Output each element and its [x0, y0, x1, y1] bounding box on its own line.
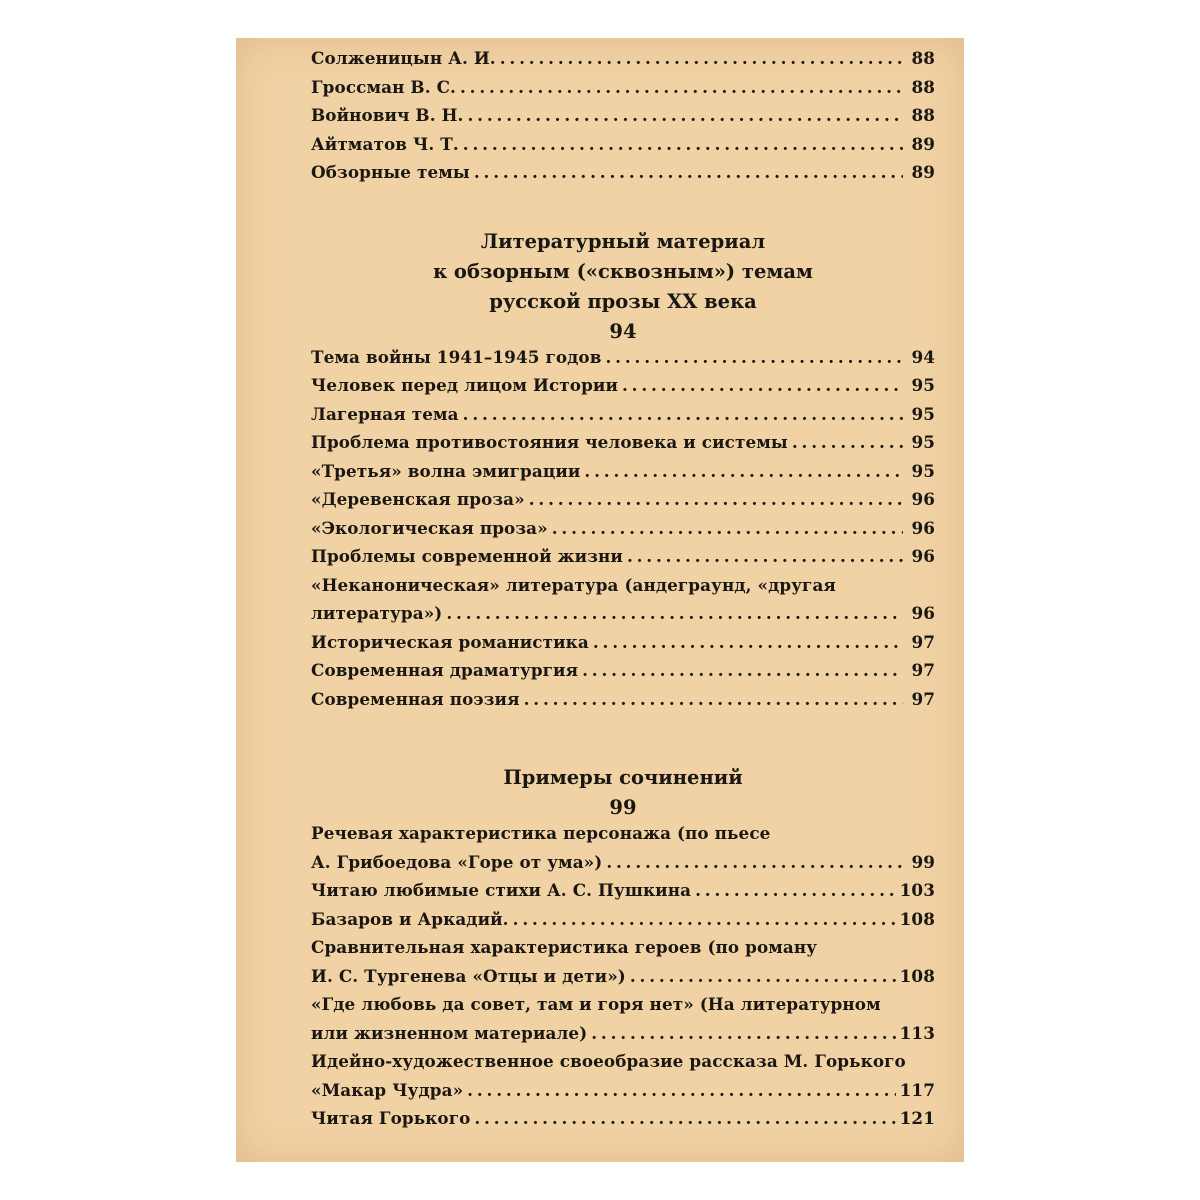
entry-title: Обзорные темы	[311, 162, 470, 182]
entry-title: Айтматов Ч. Т.	[311, 133, 459, 154]
dot-leader	[513, 909, 896, 929]
dot-leader	[584, 461, 903, 481]
entry-page: 88	[911, 48, 935, 68]
toc-entry	[311, 134, 935, 163]
entry-page: 95	[911, 432, 935, 452]
entry-title: «Третья» волна эмиграции	[311, 460, 581, 481]
entry-page: 89	[911, 162, 935, 182]
entry-title: И. С. Тургенева «Отцы и дети»)	[311, 965, 626, 986]
entry-page: 108	[899, 965, 935, 986]
entry-title: «Деревенская проза»	[311, 489, 525, 509]
table-of-contents	[311, 48, 935, 1137]
dot-leader	[627, 546, 903, 566]
entry-title: Солженицын А. И.	[311, 48, 496, 68]
entry-page: 121	[899, 1108, 935, 1128]
dot-leader	[582, 660, 903, 680]
dot-leader	[695, 880, 896, 900]
section-heading-line: Примеры сочинений	[503, 766, 743, 789]
entry-title: литература»)	[311, 603, 443, 623]
entry-page: 97	[911, 631, 935, 652]
dot-leader	[467, 1080, 896, 1100]
toc-entry	[311, 461, 935, 490]
toc-entry	[311, 48, 935, 77]
toc-entry	[311, 966, 935, 995]
dot-leader	[593, 632, 903, 652]
entry-title: «Макар Чудра»	[311, 1079, 464, 1100]
toc-entry-first-line	[311, 823, 935, 852]
entry-title: Тема войны 1941–1945 годов	[311, 346, 602, 367]
toc-entry	[311, 404, 935, 433]
entry-title: Человек перед лицом Истории	[311, 375, 618, 395]
dot-leader	[622, 375, 903, 395]
toc-entry	[311, 1080, 935, 1109]
entry-title-line1: «Неканоническая» литература (андеграунд, «другая	[311, 574, 836, 595]
entry-page: 103	[899, 880, 935, 900]
entry-page: 89	[911, 133, 935, 154]
toc-entry	[311, 489, 935, 518]
entry-title: Современная поэзия	[311, 688, 520, 709]
toc-entry	[311, 347, 935, 376]
entry-title-line1: Речевая характеристика персонажа (по пьесе	[311, 823, 771, 843]
toc-entry	[311, 375, 935, 404]
section-heading-line: Литературный материал	[480, 229, 766, 253]
entry-page: 95	[911, 403, 935, 424]
entry-title: Базаров и Аркадий.	[311, 908, 509, 929]
dot-leader	[552, 518, 903, 538]
entry-title: Проблемы современной жизни	[311, 546, 623, 566]
entry-page: 88	[911, 105, 935, 125]
toc-entry	[311, 1108, 935, 1137]
toc-list-literary	[311, 347, 935, 718]
entry-page: 108	[899, 908, 935, 929]
dot-leader	[591, 1023, 895, 1043]
toc-entry	[311, 1023, 935, 1052]
toc-list-examples	[311, 823, 935, 1137]
entry-page: 96	[911, 517, 935, 538]
entry-page: 95	[911, 460, 935, 481]
entry-page: 96	[911, 546, 935, 566]
entry-title: Современная драматургия	[311, 660, 579, 680]
dot-leader	[474, 162, 903, 182]
dot-leader	[605, 347, 903, 367]
dot-leader	[460, 77, 903, 97]
toc-entry	[311, 546, 935, 575]
toc-entry-first-line	[311, 937, 935, 966]
toc-entry	[311, 689, 935, 718]
toc-entry	[311, 603, 935, 632]
dot-leader	[468, 105, 904, 125]
entry-page: 94	[911, 346, 935, 367]
toc-entry	[311, 909, 935, 938]
entry-page: 99	[911, 851, 935, 872]
entry-page: 113	[899, 1022, 935, 1043]
section-heading-page: 94	[609, 319, 637, 343]
toc-entry	[311, 432, 935, 461]
dot-leader	[606, 852, 903, 872]
toc-entry	[311, 660, 935, 689]
entry-title: Гроссман В. С.	[311, 76, 456, 97]
entry-page: 97	[911, 660, 935, 680]
section-heading-line: русской прозы XX века	[489, 289, 757, 313]
dot-leader	[463, 134, 903, 154]
entry-title-line1: «Где любовь да совет, там и горя нет» (На литературном	[311, 994, 881, 1014]
entry-title: Войнович В. Н.	[311, 105, 464, 125]
entry-page: 97	[911, 688, 935, 709]
entry-title-line1: Идейно-художественное своеобразие рассказа М. Горького	[311, 1051, 906, 1071]
entry-title: «Экологическая проза»	[311, 517, 548, 538]
entry-title: А. Грибоедова «Горе от ума»)	[311, 851, 603, 872]
entry-page: 95	[911, 375, 935, 395]
dot-leader	[630, 966, 896, 986]
toc-entry	[311, 518, 935, 547]
dot-leader	[474, 1108, 895, 1128]
toc-entry-first-line	[311, 994, 935, 1023]
dot-leader	[463, 404, 903, 424]
entry-title: или жизненном материале)	[311, 1022, 588, 1043]
entry-title-line1: Сравнительная характеристика героев (по роману	[311, 937, 818, 957]
toc-entry	[311, 632, 935, 661]
dot-leader	[792, 432, 903, 452]
entry-title: Лагерная тема	[311, 403, 459, 424]
toc-list-authors	[311, 48, 935, 191]
entry-page: 88	[911, 76, 935, 97]
section-heading-literary	[311, 227, 935, 347]
section-heading-page: 99	[609, 796, 637, 819]
dot-leader	[529, 489, 903, 509]
book-page	[236, 38, 964, 1162]
dot-leader	[500, 48, 903, 68]
toc-entry-first-line	[311, 1051, 935, 1080]
entry-title: Читаю любимые стихи А. С. Пушкина	[311, 880, 692, 900]
entry-title: Историческая романистика	[311, 631, 589, 652]
toc-entry-first-line	[311, 575, 935, 604]
toc-entry	[311, 162, 935, 191]
toc-entry	[311, 105, 935, 134]
entry-title: Читая Горького	[311, 1108, 471, 1128]
dot-leader	[524, 689, 903, 709]
toc-entry	[311, 77, 935, 106]
entry-page: 117	[899, 1079, 935, 1100]
entry-page: 96	[911, 603, 935, 623]
section-heading-line: к обзорным («сквозным») темам	[433, 259, 813, 283]
toc-entry	[311, 852, 935, 881]
entry-page: 96	[911, 489, 935, 509]
toc-entry	[311, 880, 935, 909]
entry-title: Проблема противостояния человека и системы	[311, 432, 788, 452]
section-heading-examples	[311, 763, 935, 823]
dot-leader	[446, 603, 903, 623]
